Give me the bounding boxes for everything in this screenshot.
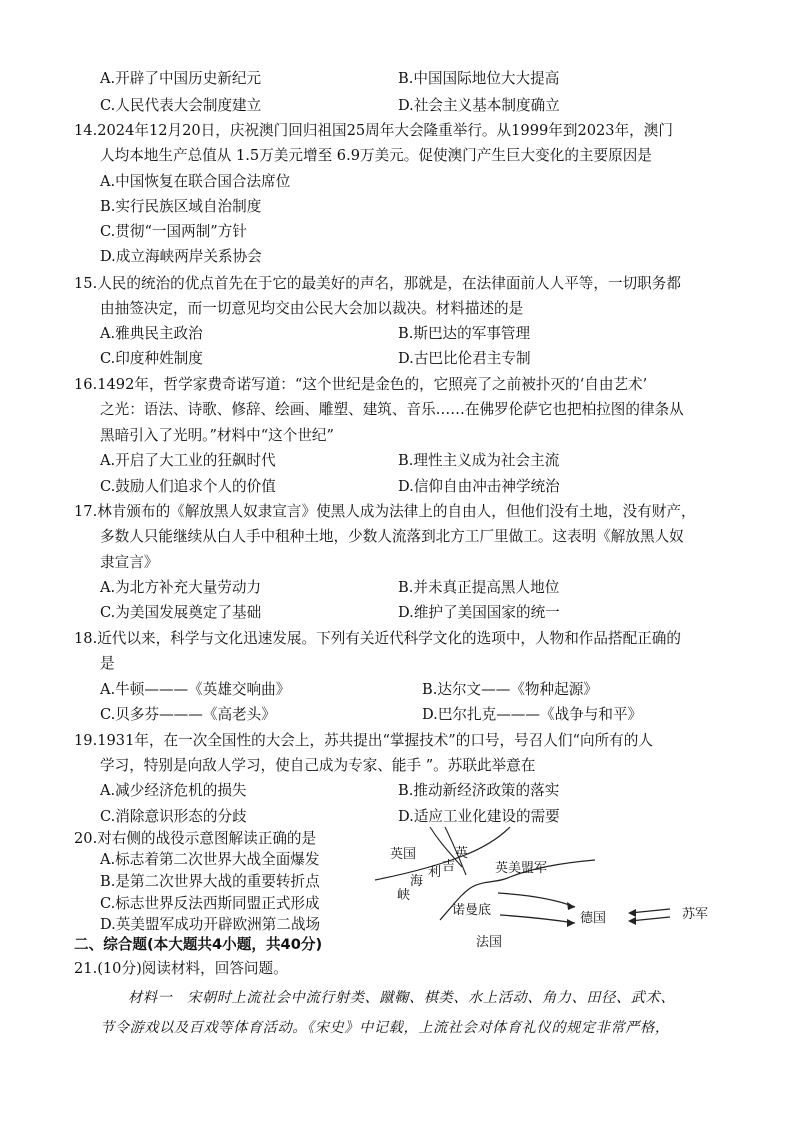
map-label-france: 法国 — [476, 935, 503, 950]
q13-option-b: B.中国国际地位大大提高 — [398, 70, 560, 87]
soviet-arrowhead-1 — [628, 909, 636, 917]
q17-stem-line1: 17.林肯颁布的《解放黑人奴隶宣言》使黑人成为法律上的自由人，但他们没有土地，没有财产， — [74, 503, 696, 520]
soviet-arrowhead-2 — [628, 917, 636, 925]
q16-stem-line2: 之光：语法、诗歌、修辞、绘画、雕塑、建筑、音乐……在佛罗伦萨它也把柏拉图的律条从 — [100, 401, 684, 418]
q17-option-b: B.并未真正提高黑人地位 — [398, 579, 560, 596]
q18-option-c: C.贝多芬———《高老头》 — [100, 706, 276, 723]
q14-option-c: C.贯彻“一国两制”方针 — [100, 223, 247, 240]
map-label-uk: 英国 — [390, 847, 417, 862]
map-label-xia: 峡 — [397, 888, 411, 903]
q14-option-a: A.中国恢复在联合国合法席位 — [100, 173, 291, 190]
q15-stem-line1: 15.人民的统治的优点首先在于它的最美好的声名，那就是，在法律面前人人平等，一切职务都 — [74, 275, 681, 292]
q18-option-d: D.巴尔扎克———《战争与和平》 — [422, 706, 643, 723]
q19-stem-line2: 学习，特别是向敌人学习，使自己成为专家、能手 ”。苏联此举意在 — [100, 757, 536, 774]
q15-option-b: B.斯巴达的军事管理 — [398, 325, 531, 342]
q13-option-d: D.社会主义基本制度确立 — [398, 97, 560, 114]
q20-option-a: A.标志着第二次世界大战全面爆发 — [100, 851, 320, 868]
q16-stem-line3: 黑暗引入了光明。”材料中“这个世纪” — [100, 427, 334, 444]
map-label-allies: 英美盟军 — [495, 861, 548, 876]
q14-stem-line1: 14.2024年12月20日，庆祝澳门回归祖国25周年大会隆重举行。从1999年到2023年，澳门 — [74, 122, 673, 139]
q17-option-d: D.维护了美国国家的统一 — [398, 604, 560, 621]
map-label-germany: 德国 — [580, 911, 607, 926]
q17-stem-line3: 隶宣言》 — [100, 554, 159, 571]
q19-option-d: D.适应工业化建设的需要 — [398, 808, 560, 825]
q17-option-c: C.为美国发展奠定了基础 — [100, 604, 262, 621]
q17-stem-line2: 多数人只能继续从白人手中租种土地，少数人流落到北方工厂里做工。这表明《解放黑人奴 — [100, 528, 684, 545]
map-label-ji: 吉 — [442, 859, 456, 874]
q15-option-a: A.雅典民主政治 — [100, 325, 203, 342]
map-label-ying: 英 — [455, 846, 469, 861]
q15-stem-line2: 由抽签决定，而一切意见均交由公民大会加以裁决。材料描述的是 — [100, 300, 524, 317]
q21-material1-line1: 材料一 宋朝时上流社会中流行射类、蹴鞠、棋类、水上活动、角力、田径、武术、 — [128, 990, 676, 1006]
q18-stem-line2: 是 — [100, 655, 115, 672]
q21-stem-line1: 21.(10分)阅读材料，回答问题。 — [74, 960, 288, 977]
q16-option-d: D.信仰自由冲击神学统治 — [398, 478, 560, 495]
map-label-li: 利 — [428, 865, 442, 880]
q19-option-c: C.消除意识形态的分歧 — [100, 808, 247, 825]
q16-option-c: C.鼓励人们追求个人的价值 — [100, 478, 276, 495]
q18-option-a: A.牛顿———《英雄交响曲》 — [100, 681, 291, 698]
q19-stem-line1: 19.1931年，在一次全国性的大会上，苏共提出“掌握技术”的口号，号召人们“向所有的人 — [74, 732, 653, 749]
advance-arrow-lower — [500, 915, 575, 923]
advance-arrowhead-lower — [567, 919, 575, 927]
q16-option-a: A.开启了大工业的狂飙时代 — [100, 452, 276, 469]
q19-option-b: B.推动新经济政策的落实 — [398, 782, 560, 799]
q18-stem-line1: 18.近代以来，科学与文化迅速发展。下列有关近代科学文化的选项中，人物和作品搭配正确的 — [74, 630, 681, 647]
q20-stem-line1: 20.对右侧的战役示意图解读正确的是 — [74, 830, 317, 847]
q16-stem-line1: 16.1492年，哲学家费奇诺写道：“这个世纪是金色的，它照亮了之前被扑灭的‘自由艺术’ — [74, 376, 648, 393]
q13-option-a: A.开辟了中国历史新纪元 — [100, 70, 262, 87]
q20-option-b: B.是第二次世界大战的重要转折点 — [100, 873, 320, 890]
section-2-title: 二、综合题(本大题共4小题，共40分) — [74, 936, 323, 953]
map-label-hai: 海 — [410, 874, 424, 889]
map-label-soviet: 苏军 — [682, 907, 709, 922]
q15-option-d: D.古巴比伦君主专制 — [398, 350, 531, 367]
q21-material1-line2: 节令游戏以及百戏等体育活动。《宋史》中记载，上流社会对体育礼仪的规定非常严格， — [100, 1020, 670, 1036]
map-label-normandy: 诺曼底 — [452, 903, 492, 918]
q14-stem-line2: 人均本地生产总值从 1.5万美元增至 6.9万美元。促使澳门产生巨大变化的主要原因是 — [100, 147, 652, 164]
q16-option-b: B.理性主义成为社会主流 — [398, 452, 560, 469]
advance-arrow-upper — [498, 893, 575, 907]
q18-option-b: B.达尔文——《物种起源》 — [422, 681, 598, 698]
q17-option-a: A.为北方补充大量劳动力 — [100, 579, 262, 596]
q15-option-c: C.印度种姓制度 — [100, 350, 203, 367]
q13-option-c: C.人民代表大会制度建立 — [100, 97, 262, 114]
q14-option-b: B.实行民族区域自治制度 — [100, 198, 262, 215]
q20-option-c: C.标志世界反法西斯同盟正式形成 — [100, 895, 320, 912]
battle-map — [370, 825, 730, 955]
q20-option-d: D.英美盟军成功开辟欧洲第二战场 — [100, 916, 321, 933]
q14-option-d: D.成立海峡两岸关系协会 — [100, 248, 262, 265]
q19-option-a: A.减少经济危机的损失 — [100, 782, 247, 799]
